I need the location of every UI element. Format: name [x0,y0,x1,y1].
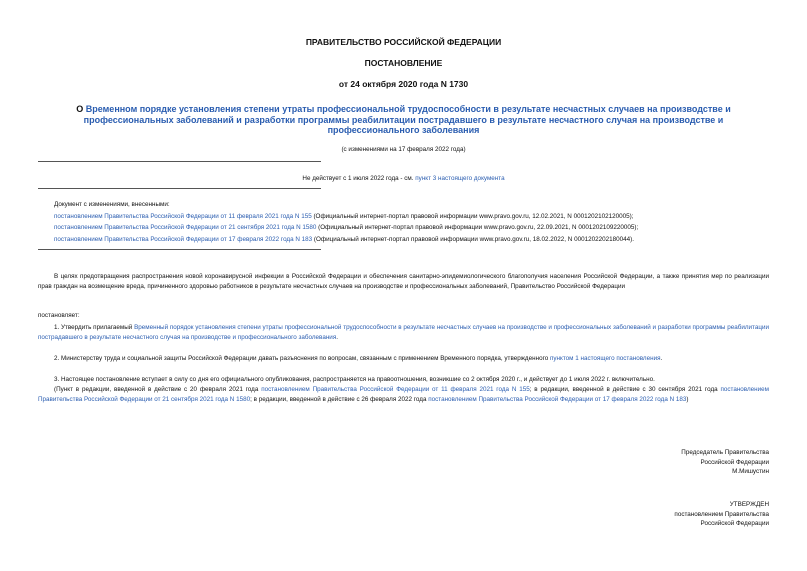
amendment-item [54,222,769,234]
approval-line: постановлением Правительства [674,510,769,518]
amendment-link[interactable]: постановлением Правительства Российской Федерации от 11 февраля 2021 года N 155 [261,386,530,393]
paragraph-1-end: . [336,333,338,341]
approval-block [674,500,769,529]
approval-heading: УТВЕРЖДЕН [729,501,769,508]
paragraph-3-note [38,385,769,404]
signer-title: Председатель Правительства [681,449,769,456]
validity-notice [38,175,769,182]
amendment-link[interactable]: постановлением Правительства Российской Федерации от 17 февраля 2022 года N 183 [428,395,687,403]
changes-note: (с изменениями на 17 февраля 2022 года) [341,146,466,153]
paragraph-2 [38,354,769,364]
note-text: ; в редакции, введенной в действие с 30 сентября 2021 года [529,386,721,393]
signer-org: Российской Федерации [700,458,769,466]
paragraph-1-start: 1. Утвердить прилагаемый [54,324,135,331]
document-date-number: от 24 октября 2020 года N 1730 [338,79,469,89]
divider [38,188,321,189]
paragraph-2-end: . [660,355,663,362]
temporary-procedure-link[interactable]: Временный порядок установления степени утраты профессиональной трудоспособности в результате несчастных случаев на производстве и профессиональных заболеваний и разработки программы реабилитации пострадавшего в результате несчастного случая на производстве и профессионального заболевания [38,324,769,341]
government-heading: ПРАВИТЕЛЬСТВО РОССИЙСКОЙ ФЕДЕРАЦИИ [305,37,502,47]
document-type: ПОСТАНОВЛЕНИЕ [364,58,443,68]
amendment-link[interactable]: постановлением Правительства Российской Федерации от 21 сентября 2021 года N 1580 [38,386,770,403]
signer-name: М.Мишустин [732,468,769,476]
divider [38,249,321,250]
paragraph-3: 3. Настоящее постановление вступает в силу со дня его официального опубликования, распространяется на правоотношения, возникшие со 2 октября 2020 г., и действует до 1 июля 2022 г. включительно. [54,376,655,383]
amendment-link[interactable]: постановлением Правительства Российской Федерации от 17 февраля 2022 года N 183 [54,235,313,243]
amendments-heading: Документ с изменениями, внесенными: [54,201,170,208]
amendment-link[interactable]: постановлением Правительства Российской Федерации от 11 февраля 2021 года N 155 [54,212,312,220]
note-text: ; в редакции, введенной в действие с 26 февраля 2022 года [250,395,429,403]
intro-paragraph: В целях предотвращения распространения новой коронавирусной инфекции в Российской Федерации и обеспечения санитарно-эпидемиологического благополучия населения Российской Федерации, а также принятия мер по реализации прав граждан на возмещение вреда, причиненного здоровью работников в результате несчастных случаев на производстве и профессиональных заболеваний, Правительство Российской Федерации [38,273,769,290]
amendment-details: (Официальный интернет-портал правовой информации www.pravo.gov.ru, 22.09.2021, N 0001202109220005); [316,224,639,231]
amendment-details: (Официальный интернет-портал правовой информации www.pravo.gov.ru, 18.02.2022, N 0001202202180044). [312,235,634,243]
amendment-details: (Официальный интернет-портал правовой информации www.pravo.gov.ru, 12.02.2021, N 0001202102120005); [311,212,634,220]
note-text: (Пункт в редакции, введенной в действие с 20 февраля 2021 года [54,386,262,393]
paragraph-1 [38,323,769,342]
amendment-item [54,211,769,223]
decrees-label: постановляет: [38,312,80,319]
amendment-link[interactable]: постановлением Правительства Российской Федерации от 21 сентября 2021 года N 1580 [54,224,317,231]
validity-notice-link[interactable]: пункт 3 настоящего документа [415,175,505,182]
note-text: ) [686,395,689,403]
paragraph-2-start: 2. Министерству труда и социальной защиты Российской Федерации давать разъяснения по вопросам, связанным с применением Временного порядка, утвержденного [54,355,550,362]
amendment-item [54,234,769,246]
validity-notice-text: Не действует с 1 июля 2022 года - см. [302,175,416,182]
divider [38,161,321,162]
amendments-list [54,199,769,245]
title-prefix: О [76,104,86,114]
signature-block [681,448,769,477]
document-title [38,104,769,136]
approval-line: Российской Федерации [700,520,769,528]
title-link[interactable]: Временном порядке установления степени утраты профессиональной трудоспособности в результате несчастных случаев на производстве и профессиональных заболеваний и разработки программы реабилитации пострадавшего в результате несчастного случая на производстве и профессионального заболевания [83,104,731,135]
clause-1-link[interactable]: пунктом 1 настоящего постановления [549,355,661,362]
